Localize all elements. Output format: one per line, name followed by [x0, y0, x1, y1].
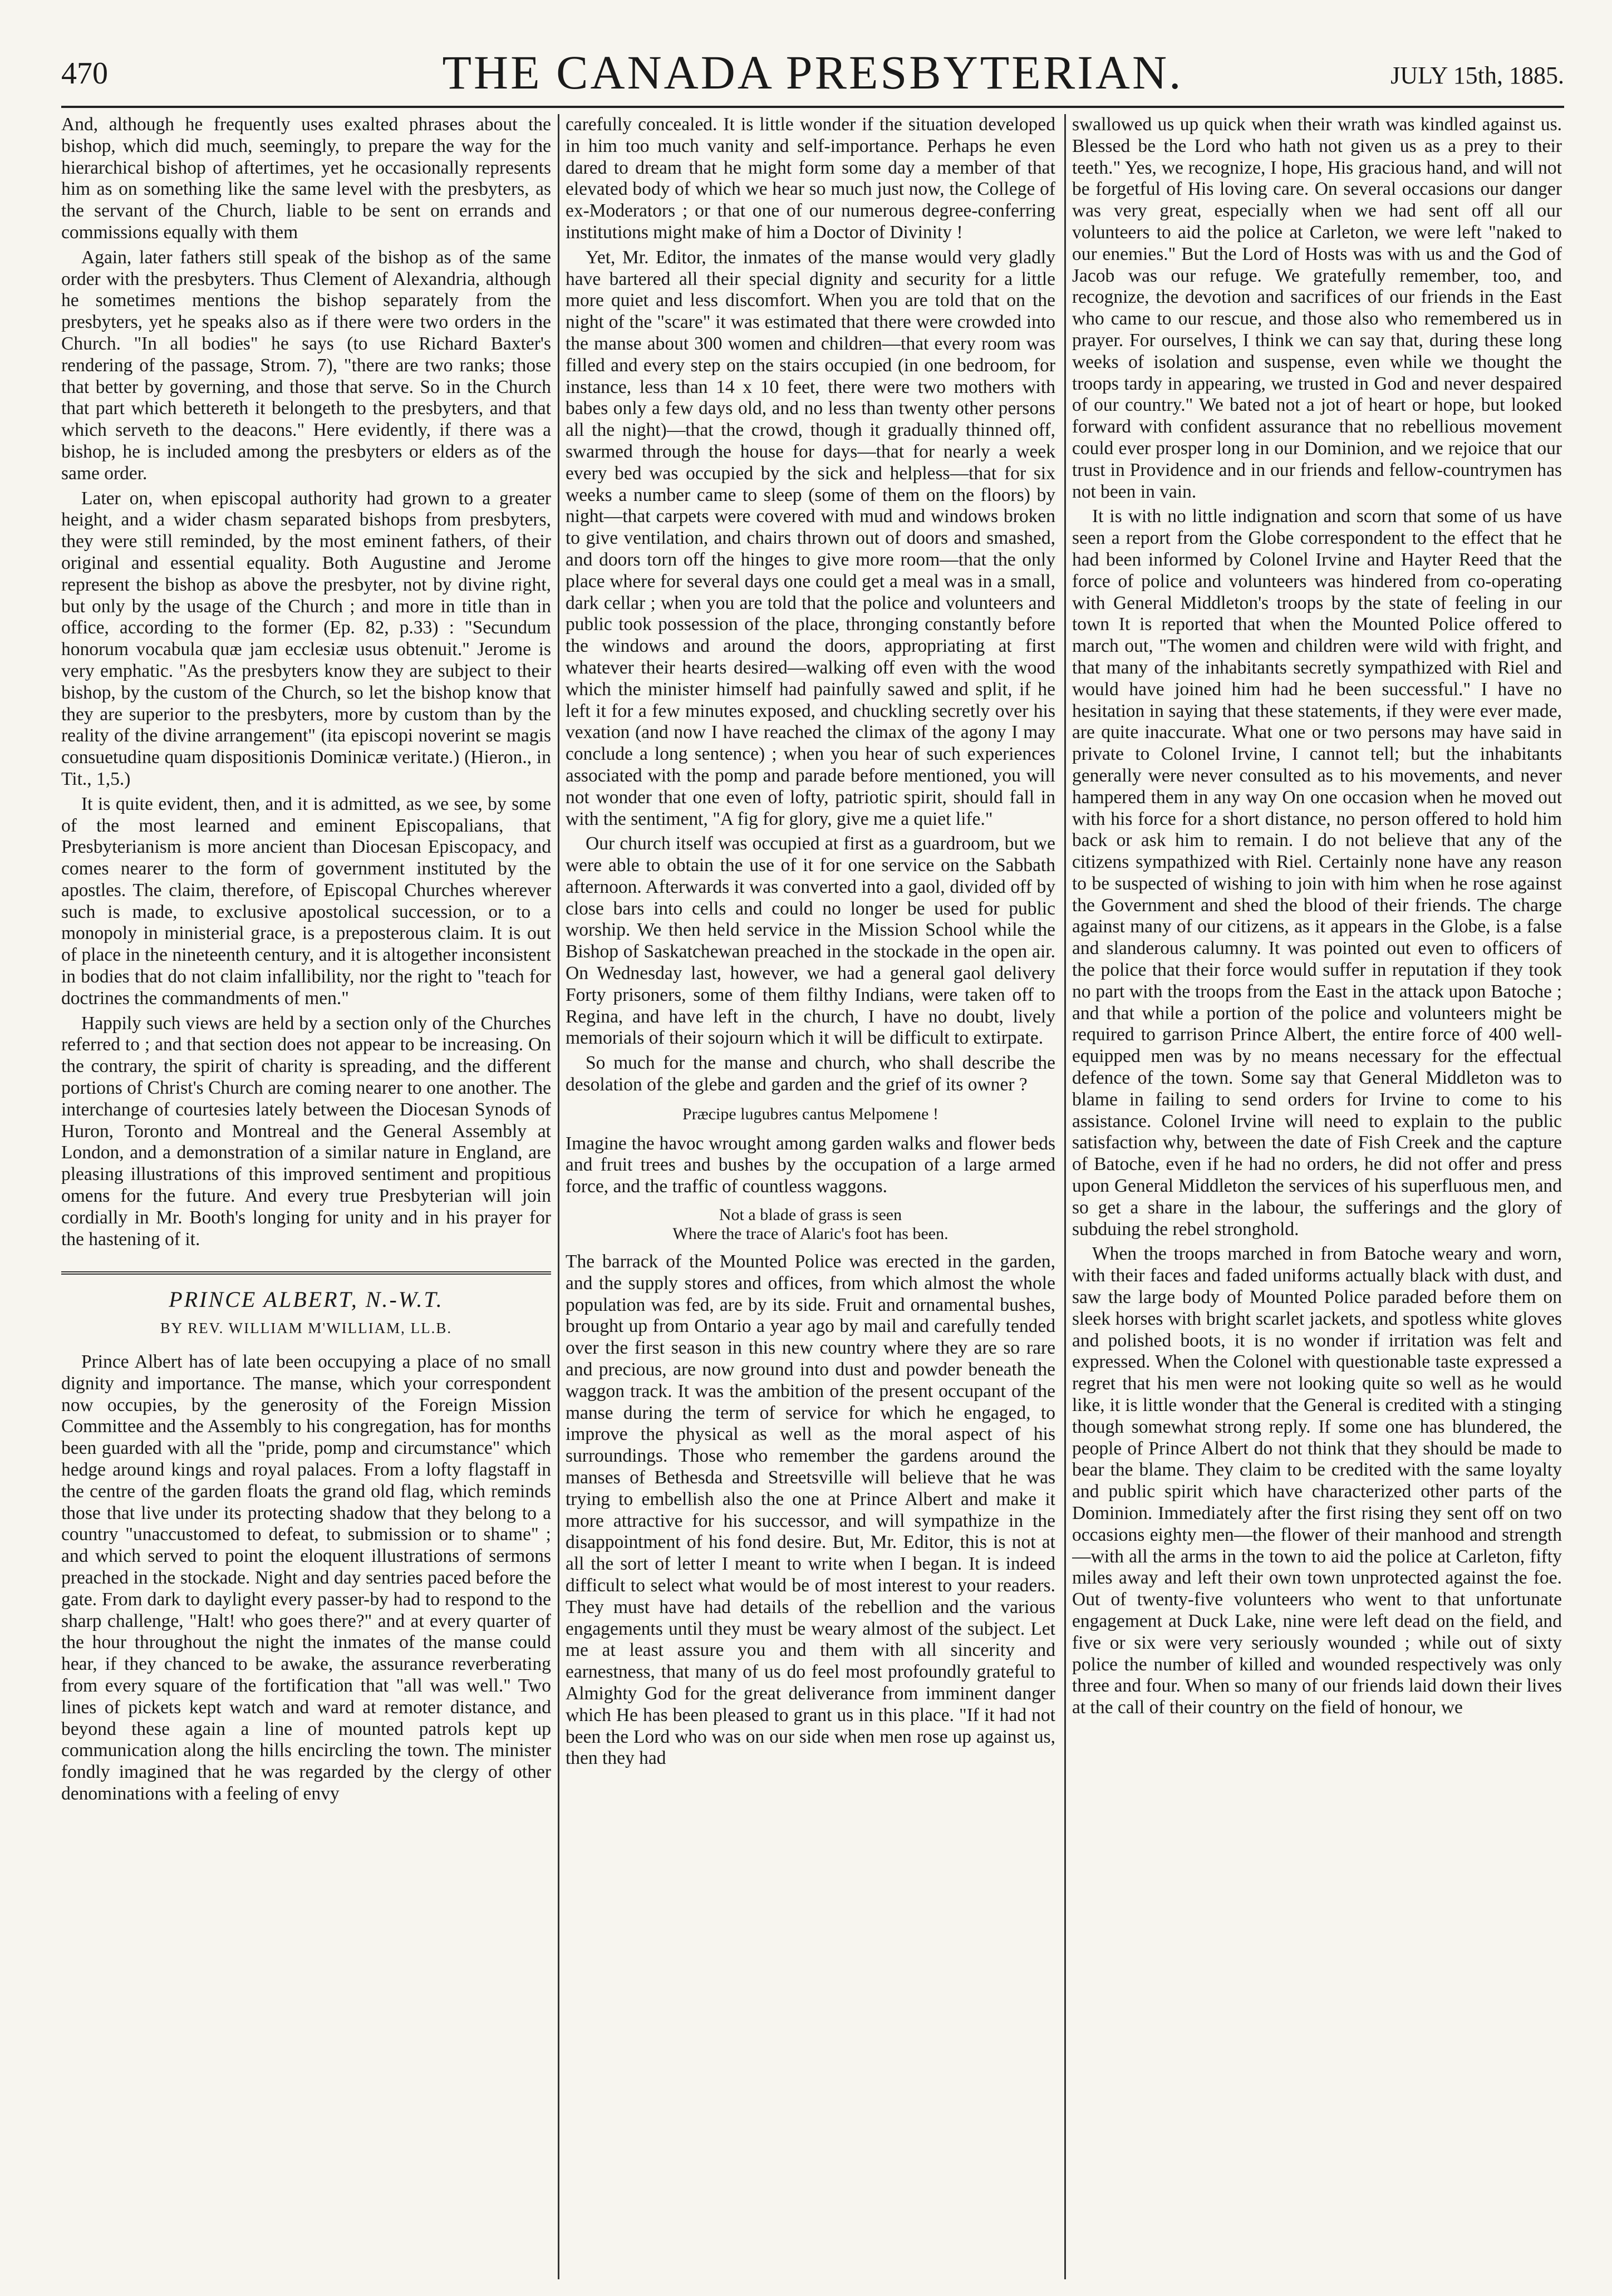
- paragraph: Again, later fathers still speak of the bishop as of the same order with the presbyters. Thus Clement of Alexandria, although he sometimes mentions the bishop separately from the presbyters, yet he speaks also as if there were two orders in the Church. "In all bodies" he says (to use Richard Baxter's rendering of the passage, Strom. 7), "there are two ranks; those that better by governing, and those that serve. So in the Church that part which bettereth it belongeth to the presbyters, and that which serveth to the deacons." Here evidently, if there was a bishop, he is included among the presbyters or elders as of the same order.: [61, 247, 551, 484]
- paragraph: Prince Albert has of late been occupying a place of no small dignity and importance. The manse, which your correspondent now occupies, by the generosity of the Foreign Mission Committee and the Assembly to his congregation, has for months been guarded with all the "pride, pomp and circumstance" which hedge around kings and royal palaces. From a lofty flagstaff in the centre of the garden floats the grand old flag, which reminds those that live under its protecting shadow that they belong to a country "unaccustomed to defeat, to submission or to shame" ; and which served to point the eloquent illustrations of sermons preached in the stockade. Night and day sentries paced before the gate. From dark to daylight every passer-by had to respond to the sharp challenge, "Halt! who goes there?" and at every quarter of the hour throughout the night the inmates of the manse could hear, if they chanced to be awake, the assurance reverberating from every square of the fortification that "all was well." Two lines of pickets kept watch and ward at remoter distance, and beyond these again a line of mounted patrols kept up communication along the hills encircling the town. The minister fondly imagined that he was regarded by the clergy of other denominations with a feeling of envy: [61, 1351, 551, 1804]
- column-divider: [558, 114, 559, 2279]
- paragraph: swallowed us up quick when their wrath was kindled against us. Blessed be the Lord who hath not given us as a prey to their teeth." Yes, we recognize, I hope, His gracious hand, and will not be forgetful of His loving care. On several occasions our danger was very great, especially when we had sent off all our volunteers to aid the police at Carleton, we were left "naked to our enemies." But the Lord of Hosts was with us and the God of Jacob was our refuge. We gratefully remember, too, and recognize, the devotion and sacrifices of our friends in the East who came to our rescue, and those also who remembered us in prayer. For ourselves, I think we can say that, during these long weeks of isolation and suspense, even while we thought the troops tardy in appearing, we trusted in God and never despaired of our country." We bated not a jot of heart or hope, but looked forward with confident assurance that no rebellious movement could ever prosper long in our Dominion, and we rejoice that our trust in Providence and in our friends and fellow-countrymen has not been in vain.: [1072, 114, 1562, 502]
- paragraph: Later on, when episcopal authority had grown to a greater height, and a wider chasm separated bishops from presbyters, they were still reminded, by the most eminent fathers, of their original and essential equality. Both Augustine and Jerome represent the bishop as above the presbyter, not by divine right, but only by the usage of the Church ; and more in title than in office, according to the former (Ep. 82, p.33) : "Secundum honorum vocabula quæ jam ecclesiæ usus obtenuit." Jerome is very emphatic. "As the presbyters know they are subject to their bishop, by the custom of the Church, so let the bishop know that they are superior to the presbyters, more by custom than by the reality of the divine arrangement" (ita episcopi noverint se magis consuetudine quam dispositionis Dominicæ veritate.) (Hieron., in Tit., 1,5.): [61, 488, 551, 789]
- paragraph: Happily such views are held by a section only of the Churches referred to ; and that section does not appear to be increasing. On the contrary, the spirit of charity is spreading, and the different portions of Christ's Church are coming nearer to one another. The interchange of courtesies lately between the Diocesan Synods of Huron, Toronto and Montreal and the General Assembly at London, and a demonstration of a similar nature in England, are pleasing illustrations of this improved sentiment and propitious omens for the future. And every true Presbyterian will join cordially in Mr. Booth's longing for unity and in his prayer for the hastening of it.: [61, 1012, 551, 1250]
- header-rule: [61, 106, 1564, 108]
- verse-quote: [566, 1206, 1055, 1243]
- column-divider: [1064, 114, 1066, 2279]
- paragraph: Yet, Mr. Editor, the inmates of the manse would very gladly have bartered all their special dignity and security for a little more quiet and less discomfort. When you are told that on the night of the "scare" it was estimated that there were crowded into the manse about 300 women and children—that every room was filled and every step on the stairs occupied (in one bedroom, for instance, less than 14 x 10 feet, there were two mothers with babes only a few days old, and no less than twenty other persons all the night)—that the crowd, though it gradually thinned off, swarmed through the house for days—that for nearly a week every bed was occupied by the sick and helpless—that for six weeks a number came to sleep (some of them on the floors) by night—that carpets were covered with mud and windows broken to give ventilation, and chairs thrown out of doors and smashed, and doors torn off the hinges to give more room—that the only place where for several days one could get a meal was in a small, dark cellar ; when you are told that the police and volunteers and public took possession of the place, thronging constantly before the windows and around the doors, appropriating at first whatever their hearts desired—walking off even with the wood which the minister himself had painfully sawed and split, if he left it for a few minutes exposed, and chuckling secretly over his vexation (and now I have reached the climax of the agony I may conclude a long sentence) ; when you hear of such experiences associated with the pomp and parade before mentioned, you will not wonder that one even of lofty, patriotic spirit, should fall in with the sentiment, "A fig for glory, give me a quiet life.": [566, 247, 1055, 829]
- verse-line: Where the trace of Alaric's foot has been.: [672, 1225, 948, 1243]
- paragraph: It is with no little indignation and scorn that some of us have seen a report from the Globe correspondent to the effect that he had been informed by Colonel Irvine and Hayter Reed that the force of police and volunteers was hindered from co-operating with General Middleton's troops by the state of feeling in our town It is reported that when the Mounted Police offered to march out, "The women and children were wild with fright, and that many of the inhabitants secretly sympathized with Riel and would have joined him had he been successful." I have no hesitation in saying that these statements, if they were ever made, are quite inaccurate. What one or two persons may have said in private to Colonel Irvine, I cannot tell; but the inhabitants generally were never consulted as to his movements, and never hampered them in any way On one occasion when he moved out with his force for a short distance, no person offered to hold him back or ask him to remain. I do not believe that any of the citizens sympathized with Riel. Certainly none have any reason to be suspected of wishing to join with him when he rose against the Government and shed the blood of their friends. The charge against many of our citizens, as it appears in the Globe, is a false and slanderous calumny. It was pointed out even to officers of the police that their force would suffer in reputation if they took no part with the troops from the East in the attack upon Batoche ; and that while a portion of the police and volunteers might be required to garrison Prince Albert, the entire force of 400 well-equipped men was by no means necessary for the effectual defence of the town. Some say that General Middleton was to blame in failing to send orders for Irvine to come to his assistance. Colonel Irvine will need to explain to the public satisfaction why, between the date of Fish Creek and the capture of Batoche, even if he had no orders, he did not offer and press upon General Middleton the services of his superfluous men, and so get a share in the labour, the sufferings and the glory of subduing the rebel stronghold.: [1072, 506, 1562, 1240]
- article-title: PRINCE ALBERT, N.-W.T.: [61, 1271, 551, 1311]
- article-byline: BY REV. WILLIAM M'WILLIAM, LL.B.: [160, 1320, 453, 1337]
- paragraph: It is quite evident, then, and it is admitted, as we see, by some of the most learned and eminent Episcopalians, that Presbyterianism is more ancient than Diocesan Episcopacy, and comes nearer to the form of government instituted by the apostles. The claim, therefore, of Episcopal Churches wherever such is made, to exclusive apostolical succession, or to a monopoly in ministerial grace, is a preposterous claim. It is out of place in the nineteenth century, and it is altogether inconsistent in bodies that do not claim infallibility, nor the right to "teach for doctrines the commandments of men.": [61, 793, 551, 1009]
- page-header: [61, 33, 1564, 100]
- paragraph: Our church itself was occupied at first as a guardroom, but we were able to obtain the use of it for one service on the Sabbath afternoon. Afterwards it was converted into a gaol, divided off by close bars into cells and could no longer be used for public worship. We then held service in the Mission School while the Bishop of Saskatchewan preached in the stockade in the open air. On Wednesday last, however, we had a general gaol delivery Forty prisoners, some of them filthy Indians, were taken off to Regina, and have left in the church, I have no doubt, lively memorials of their sojourn which it will be difficult to extirpate.: [566, 833, 1055, 1049]
- paragraph: carefully concealed. It is little wonder if the situation developed in him too much vanity and self-importance. Perhaps he even dared to dream that he might form some day a member of that elevated body of which we hear so much just now, the College of ex-Moderators ; or that one of our numerous degree-conferring institutions might make of him a Doctor of Divinity !: [566, 114, 1055, 243]
- paragraph: The barrack of the Mounted Police was erected in the garden, and the supply stores and offices, from which almost the whole population was fed, are by its side. Fruit and ornamental bushes, brought up from Ontario a year ago by mail and carefully tended over the first season in this new country where they are so rare and precious, are now ground into dust and powder beneath the waggon track. It was the ambition of the present occupant of the manse during the term of service for which he engaged, to improve the physical as well as the moral aspect of his surroundings. Those who remember the gardens around the manses of Bethesda and Streetsville will believe that he was trying to embellish also the one at Prince Albert and make it more attractive for his successor, and will sympathize in the disappointment of his fond desire. But, Mr. Editor, this is not at all the sort of letter I meant to write when I began. It is indeed difficult to select what would be of most interest to your readers. They must have had details of the rebellion and the various engagements until they must be weary almost of the subject. Let me at least assure you and them with all sincerity and earnestness, that many of us do feel most profoundly grateful to Almighty God for the great deliverance from imminent danger which He has been pleased to grant us in this place. "If it had not been the Lord who was on our side when men rose up against us, then they had: [566, 1251, 1055, 1769]
- column-3: [1072, 114, 1562, 2279]
- verse-line: Not a blade of grass is seen: [719, 1206, 902, 1225]
- paragraph: When the troops marched in from Batoche weary and worn, with their faces and faded uniforms actually black with dust, and saw the large body of Mounted Police paraded before them on sleek horses with bright scarlet jackets, and spotless white gloves and polished boots, it is no wonder if irritation was felt and expressed. When the Colonel with questionable taste expressed a regret that his men were not looking quite so well as he would like, it is little wonder that the General is credited with a stinging though somewhat strong reply. If some one has blundered, the people of Prince Albert do not think that they should be made to bear the blame. They claim to be credited with the same loyalty and public spirit which have characterized other parts of the Dominion. Immediately after the first rising they sent off on two occasions eighty men—the flower of their manhood and strength—with all the arms in the town to aid the police at Carleton, fifty miles away and left their own town unprotected against the foe. Out of twenty-five volunteers who went to that unfortunate engagement at Duck Lake, nine were left dead on the field, and five or six were very seriously wounded ; while out of sixty police the number of killed and wounded respectively was only three and four. When so many of our friends laid down their lives at the call of their country on the field of honour, we: [1072, 1243, 1562, 1718]
- paragraph: So much for the manse and church, who shall describe the desolation of the glebe and garden and the grief of its owner ?: [566, 1053, 1055, 1095]
- column-2: [566, 114, 1055, 2279]
- latin-quote: Præcipe lugubres cantus Melpomene !: [682, 1104, 938, 1123]
- paragraph: Imagine the havoc wrought among garden walks and flower beds and fruit trees and bushes by the occupation of a large armed force, and the traffic of countless waggons.: [566, 1133, 1055, 1197]
- page-number: 470: [61, 56, 108, 91]
- issue-date: JULY 15th, 1885.: [1390, 62, 1564, 89]
- masthead: THE CANADA PRESBYTERIAN.: [442, 46, 1183, 99]
- column-1: [61, 114, 551, 2279]
- paragraph: And, although he frequently uses exalted phrases about the bishop, which did much, seemingly, to prepare the way for the hierarchical bishop of aftertimes, yet he occasionally represents him as on something like the same level with the presbyters, as the servant of the Church, liable to be sent on errands and commissions equally with them: [61, 114, 551, 243]
